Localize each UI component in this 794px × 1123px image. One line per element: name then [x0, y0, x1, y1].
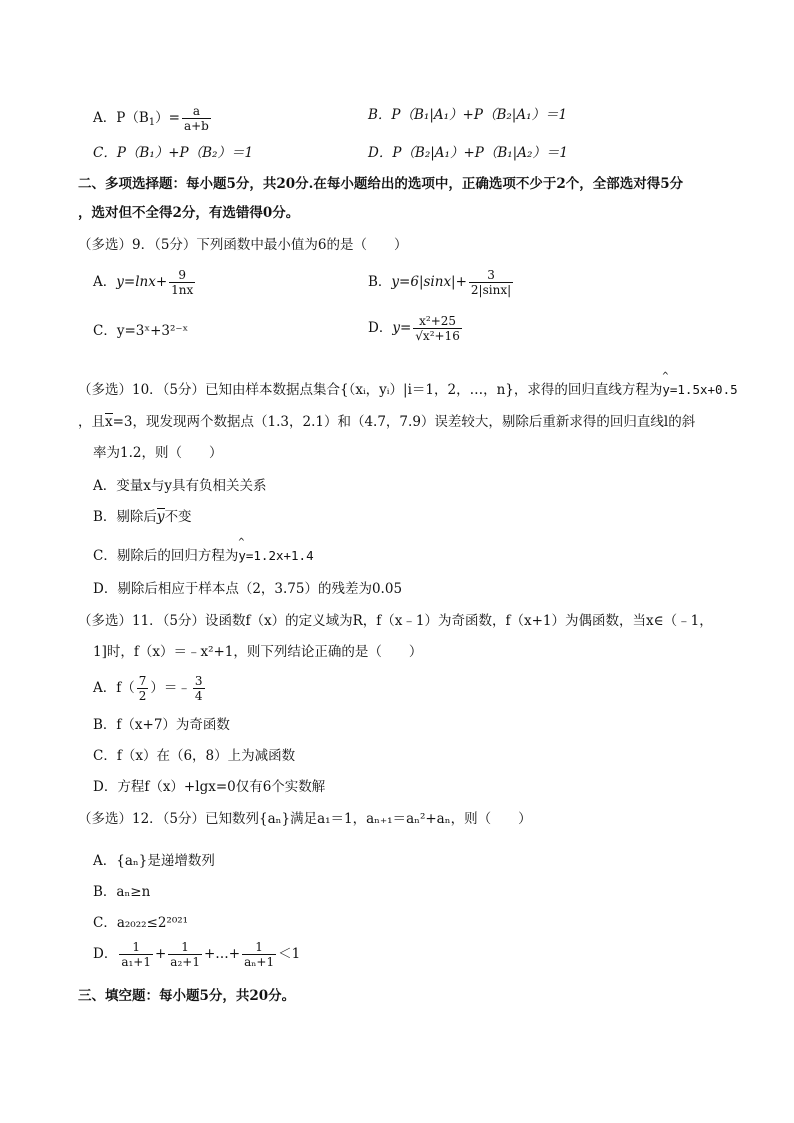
- q10-option-c: C．剔除后的回归方程为^ y=1.2x+1.4: [93, 547, 314, 565]
- q10-option-a: A．变量x与y具有负相关关系: [93, 478, 267, 494]
- q9-option-d: D．y= $\frac{\text{x²+25}}{\text{√x²+16}}$: [368, 314, 460, 343]
- section2-heading-line2: ，选对但不全得2分，有选错得0分。: [78, 205, 300, 221]
- q9-stem: （多选）9．（5分）下列函数中最小值为6的是（ ）: [78, 237, 408, 253]
- q9-option-b: B．y=6|sinx|+ $\frac{3}{2|\sin x|}$: [368, 268, 512, 297]
- q11-option-d: D．方程f（x）+lgx=0仅有6个实数解: [93, 779, 326, 795]
- q12-option-d: D． $\frac{1}{\text{a₁+1}}$ + $\frac{1}{\text{a₂+1}}$ +…+ $\frac{1}{\text{aₙ+1}}$ ＜1: [93, 940, 301, 969]
- q10-stem-line2: ，且x=3，现发现两个数据点（1.3，2.1）和（4.7，7.9）误差较大，剔除后重新求得的回归直线l的斜: [78, 414, 696, 430]
- q11-option-b: B．f（x+7）为奇函数: [93, 717, 230, 733]
- q12-option-c: C．a₂₀₂₂≤2²⁰²¹: [93, 915, 189, 931]
- q11-option-c: C．f（x）在（6，8）上为减函数: [93, 748, 296, 764]
- fraction: $\frac{a}{a+b}$: [183, 104, 209, 133]
- q11-option-a: A．f（ $\frac{7}{2}$ ）＝﹣ $\frac{3}{4}$: [93, 674, 203, 703]
- q12-stem: （多选）12．（5分）已知数列{aₙ}满足a₁＝1，aₙ₊₁＝aₙ²+aₙ，则（ ）: [78, 811, 532, 827]
- q12-option-a: A．{aₙ}是递增数列: [93, 853, 215, 869]
- q12-option-b: B．aₙ≥n: [93, 884, 151, 900]
- q11-stem-line2: 1]时，f（x）＝﹣x²+1，则下列结论正确的是（ ）: [93, 644, 423, 660]
- section3-heading: 三、填空题：每小题5分，共20分。: [78, 988, 296, 1004]
- q10-option-d: D．剔除后相应于样本点（2，3.75）的残差为0.05: [93, 581, 403, 597]
- q9-option-c: C．y=3ˣ+3²⁻ˣ: [93, 323, 189, 339]
- q9-option-a: A．y=lnx+ $\frac{9}{1nx}$: [93, 268, 194, 297]
- section2-heading-line1: 二、多项选择题：每小题5分，共20分.在每小题给出的选项中，正确选项不少于2个，全部选对得5分: [78, 176, 684, 192]
- q8-option-b: B．P（B₁|A₁）+P（B₂|A₁）＝1: [368, 107, 568, 123]
- q10-option-b: B．剔除后y不变: [93, 509, 192, 525]
- q11-stem-line1: （多选）11．（5分）设函数f（x）的定义域为R，f（x﹣1）为奇函数，f（x+1）为偶函数，当x∈（﹣1，: [78, 613, 713, 629]
- q10-stem-line3: 率为1.2，则（ ）: [93, 445, 223, 461]
- q10-stem-line1: （多选）10．（5分）已知由样本数据点集合{（xᵢ，yᵢ）|i＝1，2，…，n}，求得的回归直线方程为^ y=1.5x+0.5: [78, 381, 738, 399]
- q8-option-a: A．$P(B_1)=$ $\frac{a}{a+b}$: [93, 104, 209, 133]
- q8-option-c: C．P（B₁）+P（B₂）＝1: [93, 145, 254, 161]
- q8-option-d: D．P（B₂|A₁）+P（B₁|A₂）＝1: [368, 145, 568, 161]
